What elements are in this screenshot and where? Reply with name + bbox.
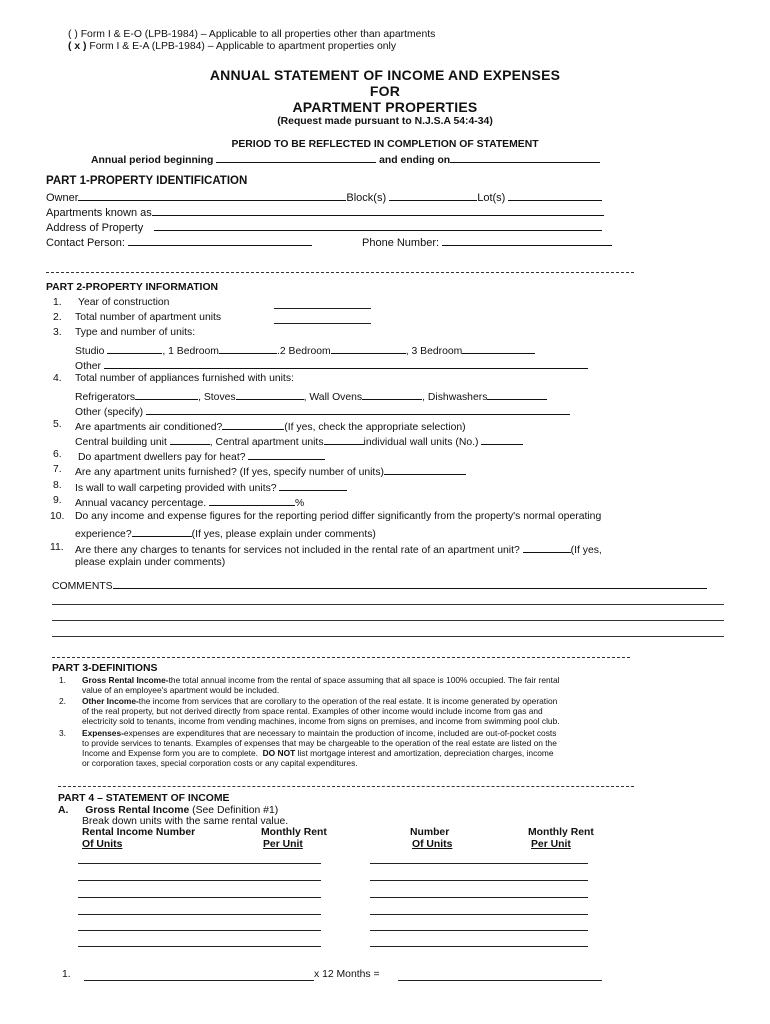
option-text-apartment: Form I & E-A (LPB-1984) – Applicable to apartment properties only [89, 41, 397, 52]
gross-rental-title: Gross Rental Income [85, 805, 190, 816]
lot-field[interactable] [508, 190, 602, 201]
lot-label: Lot(s) [477, 192, 506, 204]
year-construction-field[interactable] [274, 308, 371, 309]
percent-sign: % [295, 498, 305, 509]
individual-wall-field[interactable] [481, 434, 523, 445]
rental-line-left[interactable] [78, 930, 321, 931]
bed2-field[interactable] [331, 343, 406, 354]
carpeting-question: Is wall to wall carpeting provided with units? [75, 483, 277, 494]
rental-line-right[interactable] [370, 863, 588, 864]
def-number: 2. [59, 696, 66, 706]
section-divider [58, 786, 634, 787]
def-text: the total annual income from the rental of space assuming that all space is 100% occupied. The fair rental [168, 675, 560, 685]
central-building-field[interactable] [170, 434, 210, 445]
item-number: 5. [53, 419, 62, 430]
bed3-field[interactable] [462, 343, 535, 354]
def-number: 1. [59, 675, 66, 685]
known-as-field[interactable] [152, 205, 604, 216]
col-header-rent-sub: Per Unit [263, 839, 303, 850]
furnished-field[interactable] [384, 464, 466, 475]
address-row [46, 220, 602, 234]
def-text [82, 748, 554, 758]
owner-field[interactable] [78, 190, 346, 201]
comments-line[interactable] [52, 636, 724, 637]
wall-ovens-label: Wall Ovens [309, 392, 363, 403]
title-line-3: APARTMENT PROPERTIES [292, 99, 478, 115]
form-option-apartment [68, 41, 396, 52]
def-text: of the real property, but not derived directly from space rental. Examples of other income would include income from gas and [82, 706, 543, 716]
rental-line-right[interactable] [370, 897, 588, 898]
other-specify-label: Other (specify) [75, 407, 144, 418]
other-specify-field[interactable] [146, 404, 570, 415]
period-end-field[interactable] [450, 152, 600, 163]
vacancy-question: Annual vacancy percentage. [75, 498, 207, 509]
gross-rental-ref: (See Definition #1) [189, 805, 279, 816]
comments-label: COMMENTS [52, 581, 113, 592]
item-furnished [75, 464, 466, 478]
col-header-rent: Monthly Rent [261, 827, 327, 838]
col-header-number: Number [410, 827, 450, 838]
request-note: (Request made pursuant to N.J.S.A 54:4-34) [277, 116, 493, 127]
ac-options-row: Central building unit , Central apartment units individual wall units (No.) [75, 434, 523, 448]
phone-row [362, 235, 612, 249]
address-label: Address of Property [46, 222, 144, 234]
owner-row [46, 190, 602, 204]
central-apartment-label: Central apartment units [215, 437, 324, 448]
item-charges [75, 542, 602, 556]
item-unit-types: Type and number of units: [75, 327, 196, 338]
differ-experience: experience? [75, 529, 132, 540]
comments-line[interactable] [52, 620, 724, 621]
item-year-construction: Year of construction [78, 297, 170, 308]
def-term: Gross Rental Income- [82, 675, 169, 685]
item-number: 6. [53, 449, 62, 460]
studio-field[interactable] [107, 343, 162, 354]
refrigerators-label: Refrigerators [75, 392, 136, 403]
col-header-number-sub: Of Units [412, 839, 453, 850]
col-header-units: Rental Income Number [82, 827, 196, 838]
item-air-conditioned [75, 419, 466, 433]
known-as-label: Apartments known as [46, 207, 152, 219]
title-line-2: FOR [369, 83, 401, 99]
option-checkbox-apartment[interactable]: ( x ) [68, 41, 87, 52]
item-carpeting [75, 480, 347, 494]
ac-field[interactable] [222, 419, 284, 430]
period-heading: PERIOD TO BE REFLECTED IN COMPLETION OF STATEMENT [231, 139, 539, 150]
form-option-other [68, 29, 435, 40]
charges-tail: (If yes, [570, 545, 602, 556]
total-units-field[interactable] [274, 323, 371, 324]
item-number: 9. [53, 495, 62, 506]
known-as-row [46, 205, 604, 219]
item-appliances: Total number of appliances furnished with units: [75, 373, 294, 384]
rental-line-left[interactable] [78, 946, 321, 947]
stoves-field[interactable] [236, 389, 304, 400]
comments-line[interactable] [52, 604, 724, 605]
item-number: 8. [53, 480, 62, 491]
block-label: Block(s) [346, 192, 387, 204]
rental-line-right[interactable] [370, 946, 588, 947]
section-a-label: A. [58, 805, 69, 816]
part3-heading: PART 3-DEFINITIONS [52, 663, 158, 674]
other-units-field[interactable] [104, 358, 588, 369]
dishwashers-field[interactable] [487, 389, 547, 400]
bed1-label: 1 Bedroom [168, 346, 219, 357]
def-text-part: Income and Expense form you are to complete. [82, 748, 263, 758]
rental-line-left[interactable] [78, 914, 321, 915]
rental-line-left[interactable] [78, 897, 321, 898]
individual-wall-label: individual wall units (No.) [363, 437, 479, 448]
option-checkbox-other[interactable]: ( ) [68, 29, 78, 40]
item-number: 3. [53, 327, 62, 338]
title-line-1: ANNUAL STATEMENT OF INCOME AND EXPENSES [209, 67, 561, 83]
line1-input-field[interactable] [84, 980, 314, 981]
item-number: 11. [50, 542, 64, 553]
def-text-part: list mortgage interest and amortization, depreciation charges, income [295, 748, 554, 758]
block-field[interactable] [389, 190, 477, 201]
central-apartment-field[interactable] [324, 434, 364, 445]
contact-label: Contact Person: [46, 237, 125, 249]
ac-question: Are apartments air conditioned? [75, 422, 223, 433]
comments-row [52, 578, 707, 592]
rental-line-left[interactable] [78, 863, 321, 864]
col-header-rent2-sub: Per Unit [531, 839, 571, 850]
heat-field[interactable] [248, 449, 325, 460]
def-text: to provide services to tenants. Examples of expenses that may be chargeable to the operation of the real estate are listed on the [82, 738, 557, 748]
item-number: 7. [53, 464, 62, 475]
heat-question: Do apartment dwellers pay for heat? [78, 452, 246, 463]
item-number: 1. [53, 297, 62, 308]
contact-row [46, 235, 312, 249]
period-end-label: and ending on [379, 155, 451, 166]
bed3-label: 3 Bedroom [411, 346, 463, 357]
def-text: value of an employee's apartment would be included. [82, 685, 280, 695]
def-text: or corporation taxes, special corporation costs or any capital expenditures. [82, 758, 358, 768]
other-appliances-row [75, 404, 570, 418]
def-emphasis: DO NOT [262, 748, 296, 758]
period-begin-label: Annual period beginning [91, 155, 214, 166]
stoves-label: Stoves [203, 392, 236, 403]
phone-field[interactable] [442, 235, 612, 246]
wall-ovens-field[interactable] [362, 389, 422, 400]
other-units-row [75, 358, 588, 372]
central-building-label: Central building unit [75, 437, 167, 448]
dishwashers-label: Dishwashers [427, 392, 488, 403]
item-number: 2. [53, 312, 62, 323]
studio-label: Studio [75, 346, 105, 357]
part1-heading: PART 1-PROPERTY IDENTIFICATION [46, 175, 248, 187]
appliances-row: Refrigerators , Stoves , Wall Ovens , Dishwashers [75, 389, 547, 403]
contact-field[interactable] [128, 235, 312, 246]
charges-field[interactable] [523, 542, 571, 553]
other-units-label: Other [75, 361, 101, 372]
differ-field[interactable] [132, 526, 192, 537]
section-divider [52, 657, 630, 658]
part2-heading: PART 2-PROPERTY INFORMATION [46, 282, 219, 293]
item-number: 4. [53, 373, 62, 384]
def-expenses [82, 728, 556, 738]
line1-result-field[interactable] [398, 980, 602, 981]
line1-number: 1. [62, 969, 71, 980]
period-begin-field[interactable] [216, 152, 376, 163]
bed1-field[interactable] [219, 343, 277, 354]
unit-types-row: Studio , 1 Bedroom .2 Bedroom , 3 Bedroom [75, 343, 535, 357]
ac-note: (If yes, check the appropriate selection) [284, 422, 466, 433]
rental-line-left[interactable] [78, 880, 321, 881]
line1-multiplier: x 12 Months = [314, 969, 380, 980]
option-text-other: Form I & E-O (LPB-1984) – Applicable to all properties other than apartments [80, 29, 436, 40]
item-number: 10. [50, 511, 65, 522]
bed2-label: 2 Bedroom [279, 346, 331, 357]
rental-line-right[interactable] [370, 880, 588, 881]
address-field[interactable] [154, 220, 602, 231]
item-heat [78, 449, 325, 463]
item-vacancy [75, 495, 304, 509]
differ-note: (If yes, please explain under comments) [191, 529, 376, 540]
charges-cont: please explain under comments) [75, 557, 226, 568]
comments-field[interactable] [113, 578, 707, 589]
refrigerators-field[interactable] [135, 389, 198, 400]
col-header-rent2: Monthly Rent [528, 827, 594, 838]
phone-label: Phone Number: [362, 237, 440, 249]
col-header-units-sub: Of Units [82, 839, 123, 850]
def-text: electricity sold to tenants, income from vending machines, income from signs on premises, and income from swimming pool club. [82, 716, 560, 726]
def-other-income [82, 696, 557, 706]
def-term: Expenses- [82, 728, 124, 738]
def-gross-rental [82, 675, 559, 685]
charges-question: Are there any charges to tenants for services not included in the rental rate of an apartment unit? [75, 545, 520, 556]
section-divider [46, 272, 634, 273]
rental-line-right[interactable] [370, 930, 588, 931]
def-number: 3. [59, 728, 66, 738]
carpeting-field[interactable] [279, 480, 347, 491]
def-text: expenses are expenditures that are necessary to maintain the production of income, included are out-of-pocket costs [123, 728, 557, 738]
item-differ-cont [75, 526, 376, 540]
vacancy-field[interactable] [209, 495, 295, 506]
rental-line-right[interactable] [370, 914, 588, 915]
period-row [91, 152, 600, 166]
def-text: the income from services that are corollary to the operation of the real estate. It is income generated by operation [138, 696, 558, 706]
part4-heading: PART 4 – STATEMENT OF INCOME [58, 793, 230, 804]
owner-label: Owner [46, 192, 79, 204]
item-differ: Do any income and expense figures for the reporting period differ significantly from the property's normal operating [75, 511, 602, 522]
item-total-units: Total number of apartment units [75, 312, 222, 323]
breakdown-note: Break down units with the same rental value. [82, 816, 289, 827]
gross-rental-heading [58, 805, 278, 816]
def-term: Other Income- [82, 696, 139, 706]
furnished-question: Are any apartment units furnished? (If yes, specify number of units) [75, 467, 384, 478]
